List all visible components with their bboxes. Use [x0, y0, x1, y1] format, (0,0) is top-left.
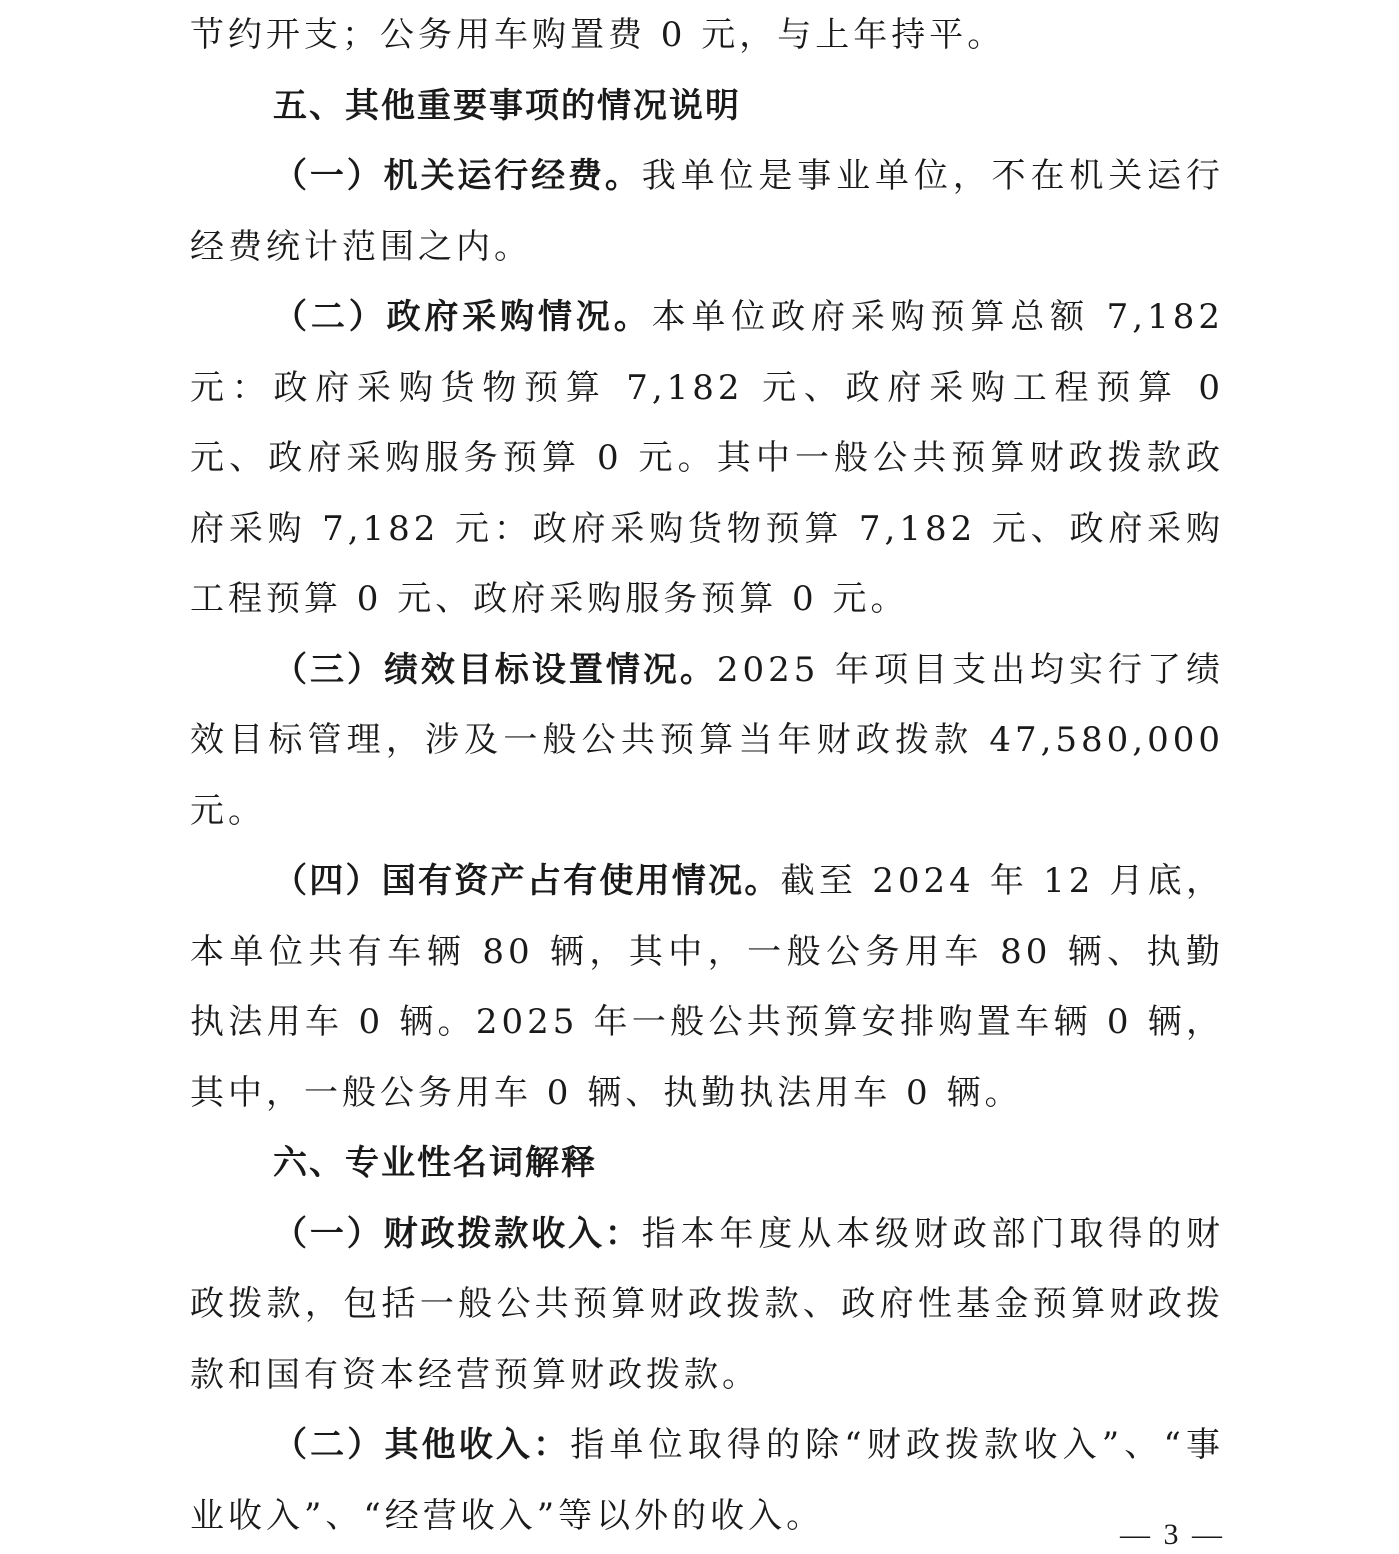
page-number: — 3 — [1120, 1518, 1225, 1551]
item-lead: （三）绩效目标设置情况。 [273, 649, 717, 690]
paragraph-continued: 节约开支；公务用车购置费 0 元，与上年持平。 [190, 15, 1006, 55]
item-text: 本单位政府采购预算总额 7,182 元：政府采购货物预算 7,182 元、政府采购工程预算 0 元、政府采购服务预算 0 元。其中一般公共预算财政拨款政府采购 7,182 元：政府采购货物预算 7,182 元、政府采购工程预算 0 元、政府采购服务预算 0 元。 [190, 297, 1224, 619]
item-text: 我单位是事业单位，不在机关运行经费统计范围之内。 [190, 156, 1224, 267]
item-lead: （一）机关运行经费。 [273, 156, 642, 196]
paragraph-government-procurement [190, 282, 1224, 635]
item-lead: （四）国有资产占有使用情况。 [273, 861, 781, 901]
section-heading-6: 六、专业性名词解释 [273, 1143, 597, 1183]
item-lead: （二）政府采购情况。 [273, 297, 652, 337]
paragraph-fiscal-appropriation-income [190, 1199, 1224, 1411]
item-text: 截至 2024 年 12 月底，本单位共有车辆 80 辆，其中，一般公务用车 80 辆、执勤执法用车 0 辆。2025 年一般公共预算安排购置车辆 0 辆，其中，一般公务用车 0 辆、执勤执法用车 0 辆。 [190, 861, 1224, 1113]
item-text: 2025 年项目支出均实行了绩效目标管理，涉及一般公共预算当年财政拨款 47,580,000 元。 [190, 649, 1224, 831]
section-heading-5: 五、其他重要事项的情况说明 [273, 85, 741, 126]
paragraph-office-operating-costs [190, 141, 1224, 282]
paragraph-other-income [190, 1410, 1224, 1551]
item-lead: （二）其他收入： [273, 1425, 571, 1465]
item-lead: （一）财政拨款收入： [273, 1213, 642, 1254]
paragraph-state-assets [190, 846, 1224, 1128]
paragraph-performance-targets [190, 635, 1224, 847]
item-text: 指单位取得的除“财政拨款收入”、“事业收入”、“经营收入”等以外的收入。 [190, 1425, 1224, 1536]
document-body [190, 0, 1224, 1551]
item-text: 指本年度从本级财政部门取得的财政拨款，包括一般公共预算财政拨款、政府性基金预算财政拨款和国有资本经营预算财政拨款。 [190, 1213, 1224, 1395]
